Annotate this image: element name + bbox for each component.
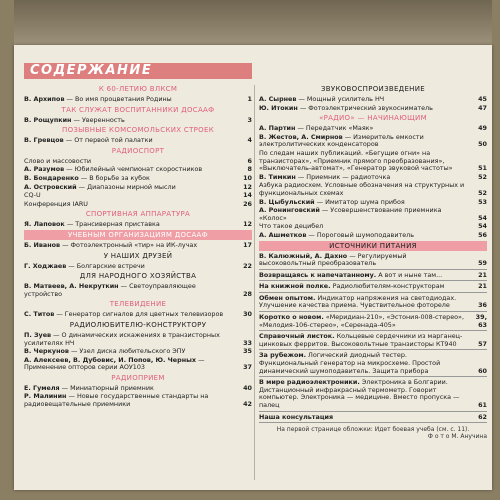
entry-author: В. Калюжный, А. Дахно <box>259 251 348 260</box>
entry-author: В. Тимкин <box>259 172 296 181</box>
toc-entry[interactable] <box>24 385 252 393</box>
entry-author: В. Черкунов <box>24 347 69 356</box>
entry-author: Б. Иванов <box>24 240 61 249</box>
entry-author: В. Рощупкин <box>24 115 72 124</box>
entry-title: — О динамических искажениях в транзисторных усилителях НЧ <box>24 330 220 347</box>
entry-author: Г. Ходжаев <box>24 261 67 270</box>
entry-title: По следам наших публикаций. «Бегущие огни» на транзисторах», «Приемник прямого преобразования», «Выключатель-автомат», «Генератор звуковой частоты» <box>259 148 453 173</box>
entry-page-number: 54 <box>478 222 487 231</box>
section-heading: К 60-ЛЕТИЮ ВЛКСМ <box>98 85 178 93</box>
toc-entry[interactable] <box>24 117 252 125</box>
photo-credit: Ф о т о М. Анучина <box>427 433 487 441</box>
entry-page-number: 50 <box>478 140 487 149</box>
rubric-divider <box>259 349 487 350</box>
entry-title: — Фотоэлектронный «тир» на ИК-лучах <box>60 240 198 249</box>
toc-entry[interactable] <box>259 150 487 173</box>
entry-title: — Имитатор шума прибоя <box>314 197 405 206</box>
entry-page-number: 1 <box>247 95 252 103</box>
entry-page-number: 45 <box>478 95 487 103</box>
rubric-text: Электроника в Болгарии. Дистанционный инфракрасный термометр. Говорит компьютер. Электроника — медицине. Вместо пропуска — палец <box>259 378 460 409</box>
entry-title: — Миниатюрный приемник <box>59 383 154 392</box>
toc-entry[interactable] <box>24 221 252 229</box>
entry-author: Ю. Итокин <box>259 103 298 112</box>
rubric-page-number: 39, 63 <box>475 313 487 329</box>
entry-author: А. Алексеев, В. Дубовис, И. Попов, Ю. Черных <box>24 355 197 364</box>
section-heading: ПОЗЫВНЫЕ КОМСОМОЛЬСКИХ СТРОЕК <box>62 126 214 135</box>
rubric-text: Логический диодный тестер. Функциональный генератор на микросхеме. Простой динамический шумоподавитель. Защита прибора <box>259 351 441 375</box>
entry-page-number: 53 <box>478 197 487 206</box>
entry-page-number: 54 <box>478 213 487 222</box>
toc-entry[interactable] <box>24 263 252 271</box>
rubric-page-number: 21 <box>478 270 487 279</box>
section-heading: ТЕЛЕВИДЕНИЕ <box>109 300 167 309</box>
section-heading: «РАДИО» — НАЧИНАЮЩИМ <box>319 114 427 123</box>
entry-title: Слово и массовости <box>24 156 92 165</box>
rubric-entry[interactable] <box>259 295 487 310</box>
rubric-text: Радиолюбителям-конструкторам <box>330 282 445 291</box>
rubric-text: Индикатор напряжения на светодиодах. Улучшение качества приема. Чувствительное фотореле <box>259 293 457 310</box>
entry-title: — Генератор сигналов для цветных телевизоров <box>54 310 224 319</box>
rubric-entry[interactable] <box>259 272 487 280</box>
toc-entry[interactable] <box>259 223 487 231</box>
rubric-entry[interactable] <box>259 314 487 329</box>
toc-entry[interactable] <box>259 134 487 149</box>
rubric-page-number: 61 <box>478 401 487 409</box>
entry-author: В. Бондаренко <box>24 173 79 182</box>
entry-page-number: 22 <box>243 261 252 270</box>
entry-title: — Приемник — радиоточка <box>295 172 391 181</box>
entry-title: — Пороговый шумоподавитель <box>306 230 414 239</box>
toc-entry[interactable] <box>24 184 252 192</box>
entry-page-number: 4 <box>247 136 252 145</box>
rubric-text: Кольцевые сердечники из марганец-цинковых ферритов. Высоковольтные транзисторы КТ940 <box>259 332 463 348</box>
rubric-text: А вот и ныне там... <box>376 270 443 279</box>
rubric-name: Наша консультация <box>259 412 334 421</box>
rubric-page-number: 60 <box>478 366 487 375</box>
entry-page-number: 17 <box>243 240 252 249</box>
entry-page-number: 42 <box>243 400 252 409</box>
right-column <box>259 83 487 440</box>
entry-page-number: 12 <box>243 182 252 191</box>
toc-entry[interactable] <box>259 96 487 104</box>
contents-page <box>14 45 492 490</box>
entry-author: В. Цыбульский <box>259 197 315 206</box>
entry-author: А. Сырнев <box>259 95 297 103</box>
entry-title: CQ-U <box>24 191 41 200</box>
entry-author: В. Матвеев, А. Некруткин <box>24 282 119 291</box>
toc-entry[interactable] <box>24 357 252 372</box>
entry-page-number: 59 <box>478 259 487 268</box>
toc-entry[interactable] <box>259 182 487 197</box>
section-heading: У НАШИХ ДРУЗЕЙ <box>103 251 173 260</box>
column-divider <box>254 85 255 480</box>
toc-entry[interactable] <box>24 137 252 145</box>
section-heading: РАДИОСПОРТ <box>111 146 165 155</box>
section-heading: РАДИОЛЮБИТЕЛЮ-КОНСТРУКТОРУ <box>69 320 207 329</box>
rubric-entry[interactable] <box>259 333 487 348</box>
rubric-name: В мире радиоэлектроники. <box>259 378 360 387</box>
rubric-page-number: 21 <box>478 282 487 291</box>
entry-author: В. Жестов, А. Смирнов <box>259 132 343 141</box>
rubric-divider <box>259 280 487 281</box>
toc-entry[interactable] <box>24 348 252 356</box>
rubric-divider <box>259 422 487 423</box>
rubric-page-number: 57 <box>478 339 487 348</box>
toc-entry[interactable] <box>259 105 487 113</box>
entry-title: — Уверенность <box>71 115 125 124</box>
entry-page-number: 47 <box>478 103 487 112</box>
entry-page-number: 52 <box>478 172 487 181</box>
entry-page-number: 52 <box>478 188 487 197</box>
section-heading: УЧЕБНЫМ ОРГАНИЗАЦИЯМ ДОСААФ <box>24 230 252 240</box>
contents-header <box>24 63 252 79</box>
entry-title: — От первой той палатки <box>63 136 153 145</box>
section-heading: ТАК СЛУЖАТ ВОСПИТАННИКИ ДОСААФ <box>61 105 215 114</box>
entry-page-number: 6 <box>247 156 252 165</box>
entry-title: — Диапазоны мирной мысли <box>76 182 176 191</box>
toc-entry[interactable] <box>259 199 487 207</box>
entry-author: А. Разумов <box>24 165 65 174</box>
entry-page-number: 8 <box>247 165 252 174</box>
toc-entry[interactable] <box>259 125 487 133</box>
rubric-text: «Меридиан-210», «Эстония-008-стерео», «Мелодия-106-стерео», «Серенада-405» <box>259 313 465 329</box>
rubric-page-number: 36 <box>478 301 487 310</box>
section-heading: РАДИОПРИЕМ <box>111 373 165 382</box>
page-title: СОДЕРЖАНИЕ <box>30 63 153 78</box>
left-column <box>24 83 252 410</box>
entry-page-number: 10 <box>243 173 252 182</box>
cover-note: На первой странице обложки: Идет боевая учеба (см. с. 11). <box>276 426 470 434</box>
rubric-list <box>259 269 487 424</box>
entry-author: А. Партин <box>259 124 296 133</box>
rubric-entry[interactable] <box>259 379 487 409</box>
section-heading: ДЛЯ НАРОДНОГО ХОЗЯЙСТВА <box>79 272 197 281</box>
entry-title: Азбука радиосхем. Условные обозначения на структурных и функциональных схемах <box>259 181 465 197</box>
rubric-divider <box>259 376 487 377</box>
rubric-page-number: 62 <box>478 412 487 421</box>
entry-title: — Фотоэлектрический звукосниматель <box>297 103 433 112</box>
entry-page-number: 49 <box>478 124 487 133</box>
rubric-divider <box>259 269 487 270</box>
rubric-name: Справочный листок. <box>259 332 335 341</box>
rubric-divider <box>259 330 487 331</box>
entry-title: — Передатчик «Маяк» <box>295 124 374 133</box>
entry-page-number: 56 <box>478 230 487 239</box>
entry-page-number: 30 <box>243 310 252 319</box>
rubric-divider <box>259 411 487 412</box>
entry-page-number: 40 <box>243 383 252 392</box>
entry-author: Е. Гумеля <box>24 383 60 392</box>
toc-entry[interactable] <box>24 96 252 104</box>
entry-page-number: 33 <box>243 338 252 347</box>
toc-entry[interactable] <box>24 332 252 347</box>
rubric-name: Коротко о новом. <box>259 313 324 322</box>
entry-page-number: 12 <box>243 220 252 229</box>
toc-entry[interactable] <box>24 175 252 183</box>
rubric-entry[interactable] <box>259 283 487 291</box>
toc-entry[interactable] <box>24 158 252 166</box>
toc-entry[interactable] <box>259 253 487 268</box>
entry-title: — Болгарские встречи <box>66 261 145 270</box>
entry-title: Что такое децибел <box>259 222 324 231</box>
entry-page-number: 28 <box>243 289 252 298</box>
entry-title: — Юбилейный чемпионат скоростников <box>64 165 203 174</box>
rubric-name: На книжной полке. <box>259 282 331 291</box>
entry-title: — Светоуправляющее устройство <box>24 282 196 298</box>
rubric-divider <box>259 292 487 293</box>
entry-title: — Новые государственные стандарты на радиовещательные приемники <box>24 392 209 409</box>
rubric-entry[interactable] <box>259 352 487 375</box>
toc-entry[interactable] <box>259 207 487 222</box>
entry-author: П. Зуев <box>24 330 52 339</box>
top-background <box>14 0 492 45</box>
rubric-divider <box>259 311 487 312</box>
toc-entry[interactable] <box>24 393 252 408</box>
rubric-name: Возвращаясь к напечатанному. <box>259 270 377 279</box>
entry-title: — В борьбе за кубок <box>78 173 150 182</box>
entry-page-number: 51 <box>478 164 487 173</box>
entry-page-number: 14 <box>243 191 252 200</box>
entry-title: — Регулируемый высоковольтный преобразователь <box>259 251 407 268</box>
toc-entry[interactable] <box>259 174 487 182</box>
toc-entry[interactable] <box>24 192 252 200</box>
entry-title: — Трансиверная приставка <box>64 220 160 229</box>
entry-page-number: 35 <box>243 347 252 356</box>
entry-title: — Во имя процветания Родины <box>64 95 172 103</box>
toc-entry[interactable] <box>24 242 252 250</box>
entry-page-number: 37 <box>243 363 252 372</box>
toc-entry[interactable] <box>24 311 252 319</box>
right-entries <box>259 84 487 268</box>
entry-author: А. Островский <box>24 182 77 191</box>
toc-entry[interactable] <box>259 232 487 240</box>
toc-entry[interactable] <box>24 283 252 298</box>
entry-title: — Мощный усилитель НЧ <box>296 95 385 103</box>
entry-author: В. Гревцов <box>24 136 64 145</box>
rubric-entry[interactable] <box>259 414 487 422</box>
entry-author: А. Ашметков <box>259 230 307 239</box>
section-heading: ИСТОЧНИКИ ПИТАНИЯ <box>259 241 487 251</box>
toc-entry[interactable] <box>24 166 252 174</box>
entry-title: Конференция IARU <box>24 199 88 208</box>
entry-title: — Применение опторов серии АОУ103 <box>24 355 205 372</box>
entry-author: С. Титов <box>24 310 55 319</box>
entry-author: Я. Лаповок <box>24 220 65 229</box>
section-heading: ЗВУКОВОСПРОИЗВЕДЕНИЕ <box>321 85 425 93</box>
entry-page-number: 26 <box>243 199 252 208</box>
section-heading: СПОРТИВНАЯ АППАРАТУРА <box>85 210 191 219</box>
entry-title: — Узел диска любительского ЭПУ <box>68 347 186 356</box>
entry-author: В. Архипов <box>24 95 65 103</box>
rubric-name: Обмен опытом. <box>259 293 316 302</box>
entry-author: Р. Малинин <box>24 392 67 401</box>
entry-author: А. Ронинговский <box>259 206 320 215</box>
entry-title: — Измеритель емкости электролитических конденсаторов <box>259 132 424 149</box>
toc-entry[interactable] <box>24 201 252 209</box>
rubric-name: За рубежом. <box>259 351 307 360</box>
entry-page-number: 3 <box>247 115 252 124</box>
entry-title: — Усовершенствование приемника «Колос» <box>259 206 442 222</box>
